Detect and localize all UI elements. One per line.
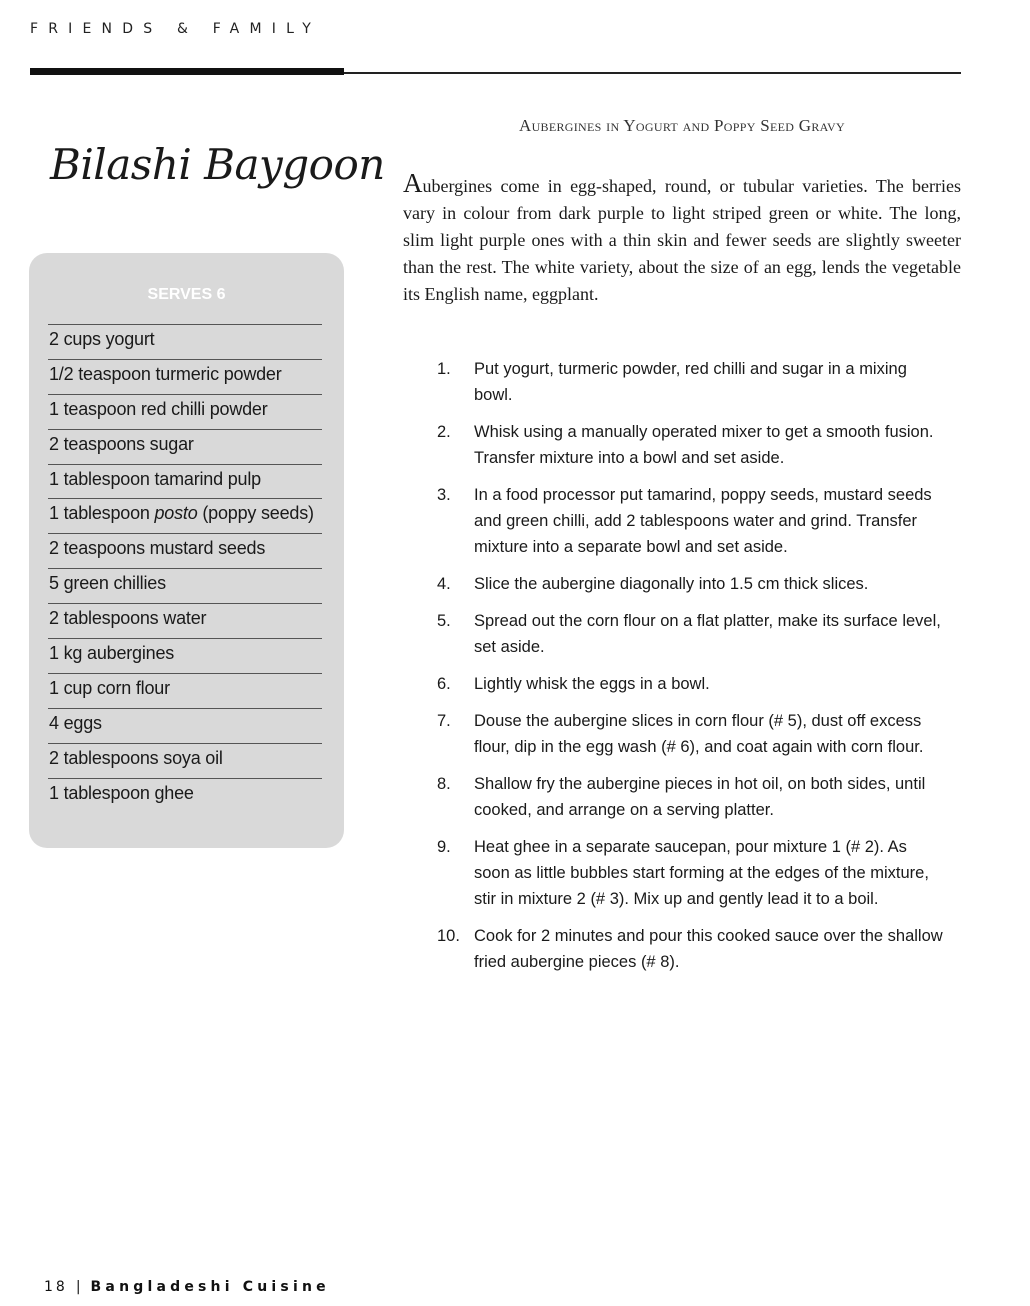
ingredient-list	[48, 324, 322, 812]
method-step	[437, 608, 947, 660]
intro-dropcap: A	[403, 168, 423, 198]
step-text: Douse the aubergine slices in corn flour (# 5), dust off excess flour, dip in the egg wash (# 6), and coat again with corn flour.	[474, 712, 924, 756]
method-step	[437, 419, 947, 471]
ingredient-item	[48, 429, 322, 464]
ingredient-text: 1 tablespoon	[49, 503, 155, 524]
ingredient-text: 1/2 teaspoon turmeric powder	[49, 363, 282, 384]
ingredient-text: 2 teaspoons sugar	[49, 433, 194, 454]
step-number: 9.	[437, 838, 451, 856]
ingredients-panel	[29, 253, 344, 848]
step-text: Cook for 2 minutes and pour this cooked sauce over the shallow fried aubergine pieces (# 8).	[474, 927, 943, 971]
ingredient-item	[48, 603, 322, 638]
step-number: 4.	[437, 575, 451, 593]
method-step	[437, 482, 947, 560]
ingredient-item	[48, 324, 322, 359]
ingredient-emphasis: posto	[154, 503, 198, 524]
step-text: Put yogurt, turmeric powder, red chilli and sugar in a mixing bowl.	[474, 360, 907, 404]
ingredient-text: 1 teaspoon red chilli powder	[49, 398, 268, 419]
ingredient-item	[48, 498, 322, 533]
ingredient-item	[48, 568, 322, 603]
step-number: 2.	[437, 423, 451, 441]
step-number: 8.	[437, 775, 451, 793]
method-step	[437, 708, 947, 760]
ingredient-item	[48, 743, 322, 778]
recipe-title-text: Bilashi Baygoon	[50, 140, 385, 189]
step-number: 6.	[437, 675, 451, 693]
ingredient-item	[48, 708, 322, 743]
running-head: FRIENDS & FAMILY	[30, 21, 321, 37]
step-number: 1.	[437, 360, 451, 378]
ingredient-text: 2 tablespoons soya oil	[49, 747, 223, 768]
book-title: Bangladeshi Cuisine	[90, 1279, 330, 1295]
step-number: 7.	[437, 712, 451, 730]
ingredient-item	[48, 673, 322, 708]
ingredient-item	[48, 394, 322, 429]
ingredient-item	[48, 778, 322, 813]
header-rule-accent	[30, 68, 344, 75]
method-step	[437, 671, 947, 697]
recipe-title	[50, 140, 385, 189]
page-footer	[44, 1279, 330, 1295]
ingredient-text: 1 tablespoon ghee	[49, 782, 194, 803]
step-text: In a food processor put tamarind, poppy seeds, mustard seeds and green chilli, add 2 tablespoons water and grind. Transfer mixture into a separate bowl and set aside.	[474, 486, 932, 556]
ingredient-text: 4 eggs	[49, 712, 102, 733]
intro-paragraph	[403, 170, 961, 308]
step-text: Slice the aubergine diagonally into 1.5 cm thick slices.	[474, 575, 869, 593]
ingredient-text: 2 tablespoons water	[49, 608, 207, 629]
step-text: Shallow fry the aubergine pieces in hot oil, on both sides, until cooked, and arrange on a serving platter.	[474, 775, 926, 819]
ingredient-item	[48, 638, 322, 673]
ingredient-text: 2 teaspoons mustard seeds	[49, 538, 266, 559]
method-step	[437, 923, 947, 975]
ingredient-text: 5 green chillies	[49, 573, 166, 594]
method-step	[437, 356, 947, 408]
step-number: 3.	[437, 486, 451, 504]
step-number: 10.	[437, 927, 460, 945]
step-number: 5.	[437, 612, 451, 630]
ingredient-text: 1 tablespoon tamarind pulp	[49, 468, 261, 489]
serves-label: SERVES 6	[147, 286, 226, 303]
ingredient-item	[48, 533, 322, 568]
ingredient-text: 1 kg aubergines	[49, 643, 175, 664]
method-step	[437, 771, 947, 823]
page-number: 18	[44, 1279, 68, 1295]
ingredient-text-suffix: (poppy seeds)	[197, 503, 314, 524]
step-text: Whisk using a manually operated mixer to get a smooth fusion. Transfer mixture into a bowl and set aside.	[474, 423, 934, 467]
step-text: Heat ghee in a separate saucepan, pour mixture 1 (# 2). As soon as little bubbles start forming at the edges of the mixture, stir in mixture 2 (# 3). Mix up and gently lead it to a boil.	[474, 838, 929, 908]
footer-separator: |	[75, 1279, 81, 1295]
recipe-subtitle: Aubergines in Yogurt and Poppy Seed Gravy	[519, 116, 845, 135]
ingredient-text: 1 cup corn flour	[49, 677, 170, 698]
step-text: Lightly whisk the eggs in a bowl.	[474, 675, 710, 693]
method-steps	[437, 356, 947, 986]
step-text: Spread out the corn flour on a flat platter, make its surface level, set aside.	[474, 612, 941, 656]
ingredient-item	[48, 464, 322, 499]
method-step	[437, 571, 947, 597]
ingredient-text: 2 cups yogurt	[49, 329, 155, 349]
ingredient-item	[48, 359, 322, 394]
method-step	[437, 834, 947, 912]
intro-text: ubergines come in egg-shaped, round, or tubular varieties. The berries vary in colour from dark purple to light striped green or white. The long, slim light purple ones with a thin skin and fewer seeds are slightly sweeter than the rest. The white variety, about the size of an egg, lends the vegetable its English name, eggplant.	[403, 176, 961, 304]
